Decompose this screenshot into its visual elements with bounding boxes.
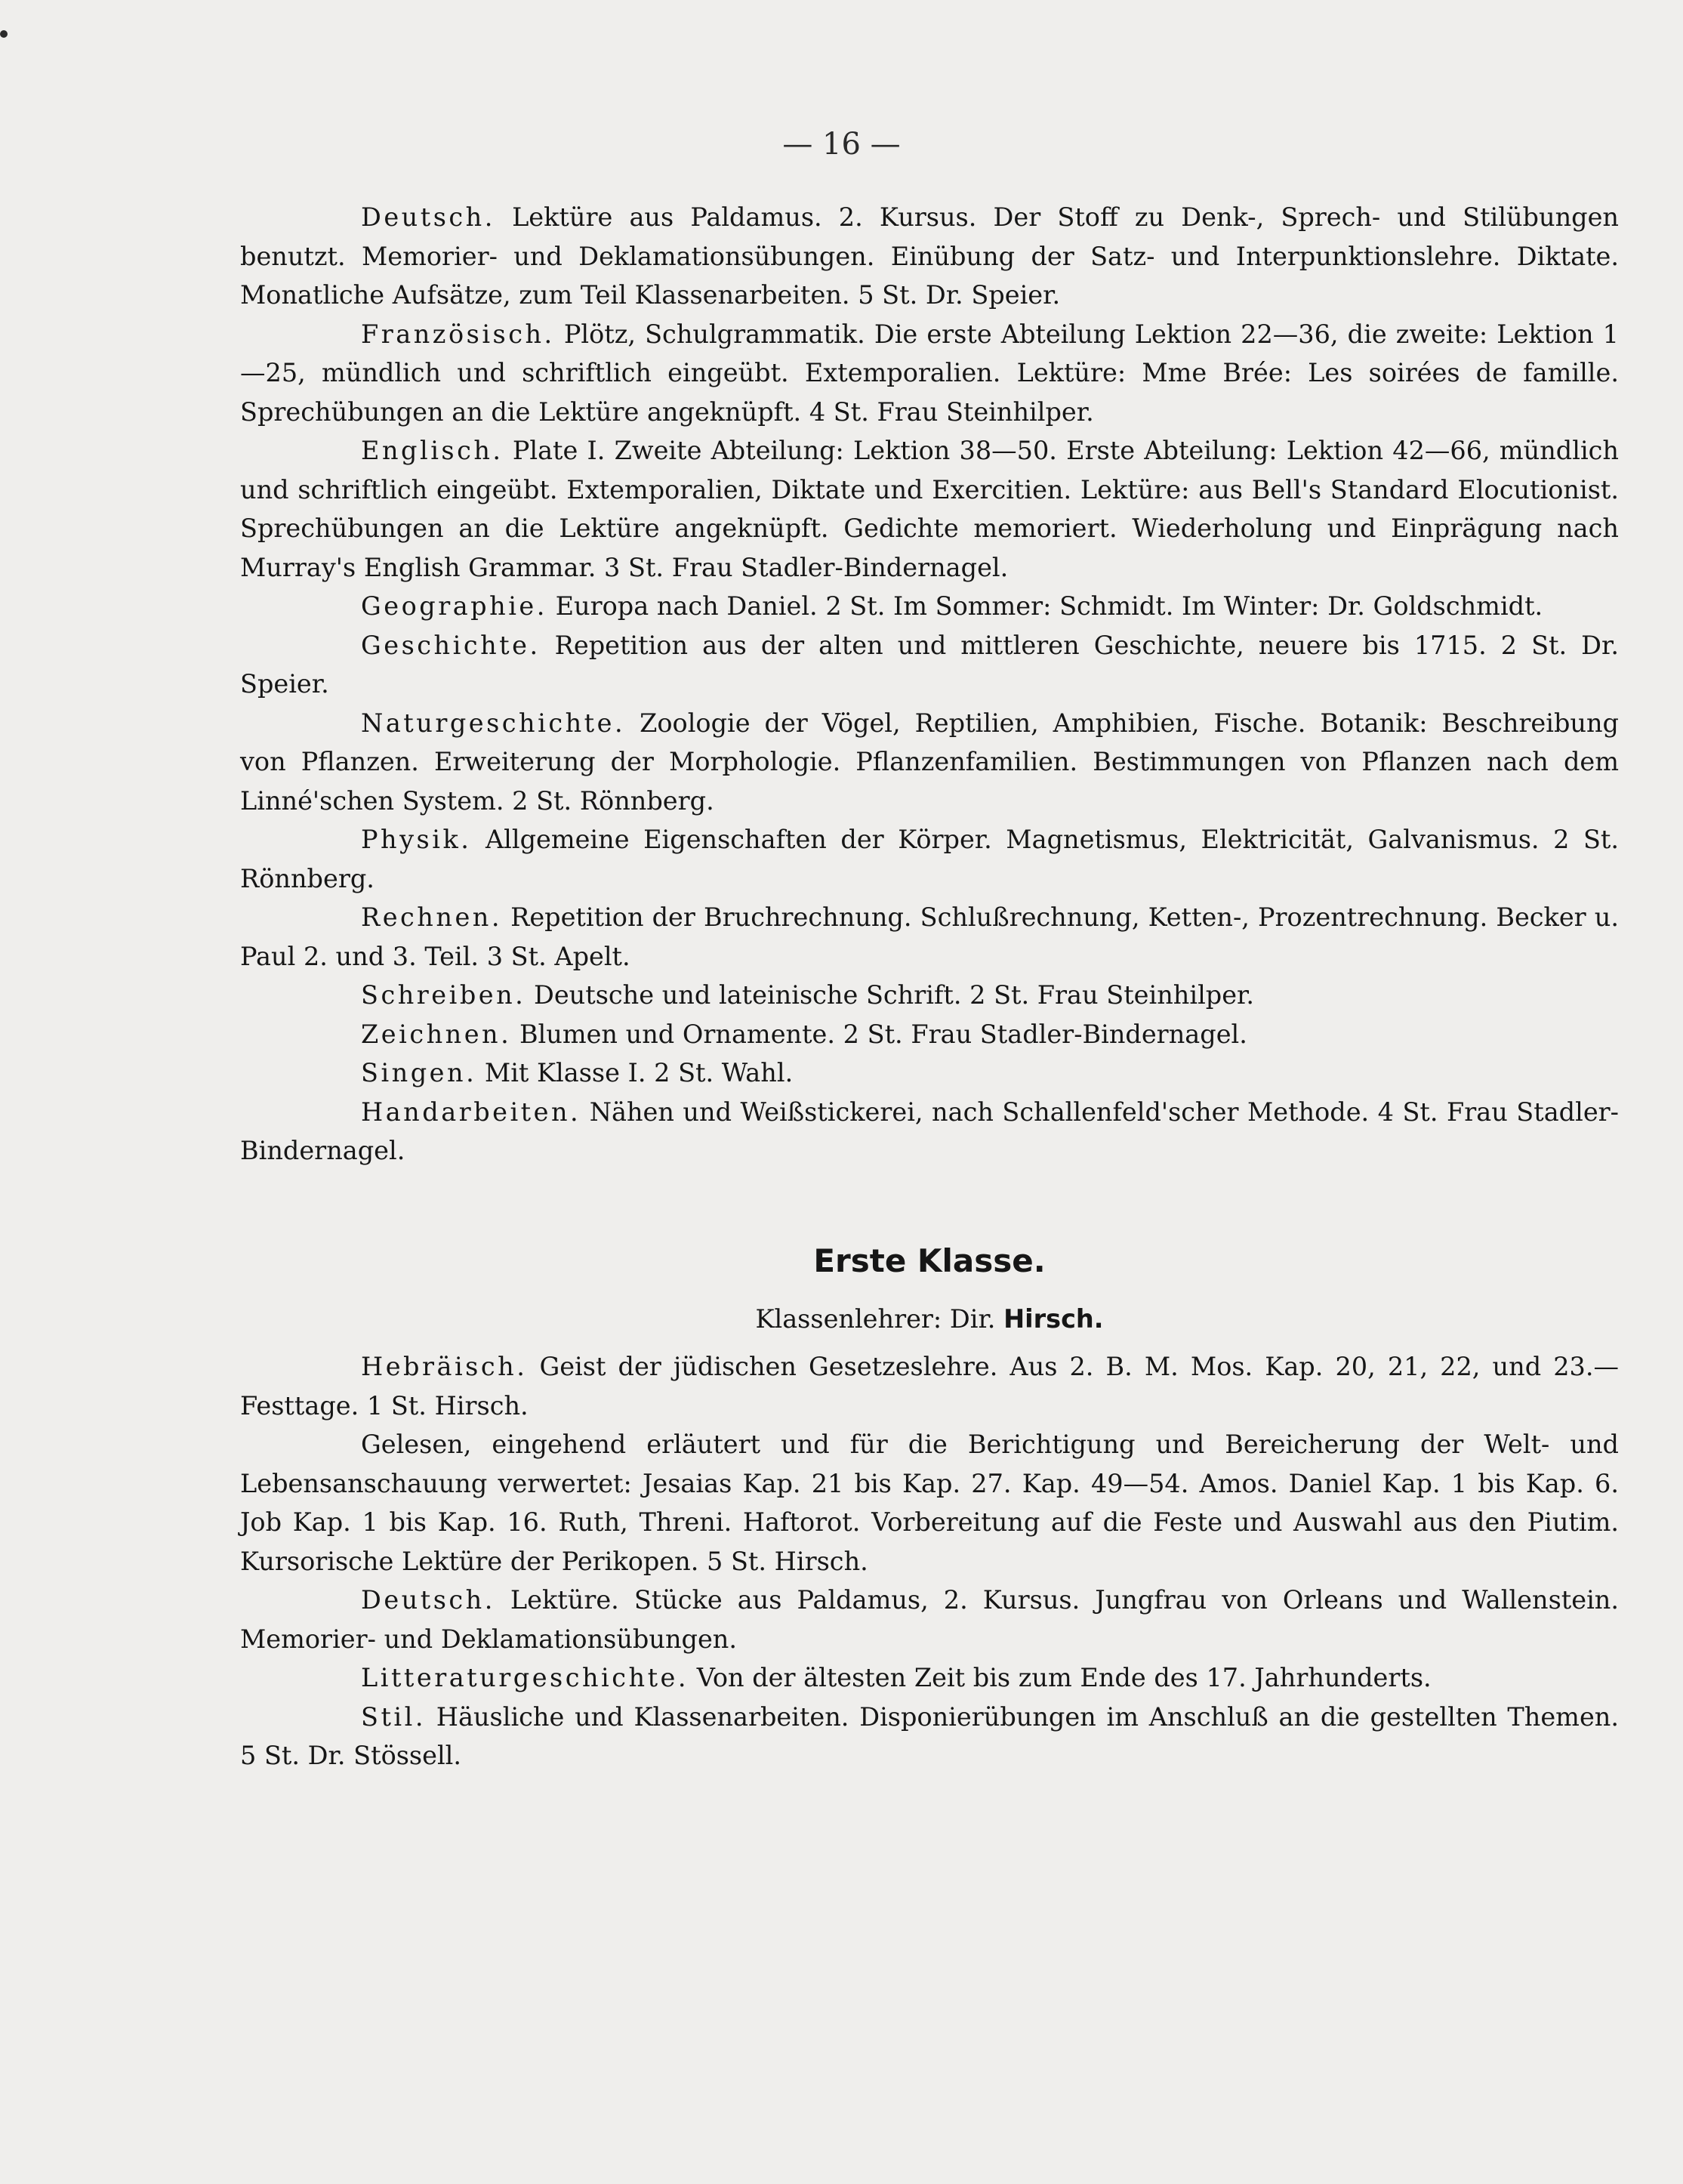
- subject-label: Geschichte.: [361, 630, 541, 660]
- subject-label: Stil.: [361, 1701, 426, 1732]
- paragraph-rechnen: [240, 898, 1619, 976]
- paragraph-geschichte: [240, 626, 1619, 704]
- paragraph-text: Repetition aus der alten und mittleren Geschichte, neuere bis 1715. 2 St. Dr. Speier.: [240, 630, 1620, 699]
- subject-label: Englisch.: [361, 436, 504, 465]
- paragraph-text: Mit Klasse I. 2 St. Wahl.: [484, 1058, 794, 1087]
- paragraph-deutsch-erste: [240, 1581, 1619, 1658]
- page-number: — 16 —: [782, 127, 901, 162]
- subject-label: Litteraturgeschichte.: [361, 1663, 689, 1692]
- subject-label: Hebräisch.: [361, 1352, 528, 1381]
- paragraph-text: Von der ältesten Zeit bis zum Ende des 17. Jahrhunderts.: [696, 1663, 1432, 1692]
- paragraph-text: Plate I. Zweite Abteilung: Lektion 38—50. Erste Abteilung: Lektion 42—66, mündlich und schriftlich eingeübt. Extemporalien, Diktate und Exercitien. Lektüre: aus Bell's Standard Elocutionist. Sprechübungen an die Lektüre angeknüpft. Gedichte memoriert. Wiederholung und Einprägung nach Murray's English Grammar. 3 St. Frau Stadler-Bindernagel.: [240, 436, 1619, 582]
- paragraph-stil: [240, 1698, 1619, 1775]
- paragraph-text: Lektüre. Stücke aus Paldamus, 2. Kursus. Jungfrau von Orleans und Wallenstein. Memorier- und Deklamationsübungen.: [240, 1585, 1620, 1654]
- paragraph-singen: [240, 1053, 1619, 1093]
- paragraph-text: Blumen und Ornamente. 2 St. Frau Stadler-Bindernagel.: [519, 1019, 1247, 1049]
- subject-label: Singen.: [361, 1058, 477, 1087]
- paragraph-zeichnen: [240, 1015, 1619, 1054]
- paragraph-text: Europa nach Daniel. 2 St. Im Sommer: Schmidt. Im Winter: Dr. Goldschmidt.: [555, 591, 1543, 621]
- paragraph-text: Lektüre aus Paldamus. 2. Kursus. Der Stoff zu Denk-, Sprech- und Stilübungen benutzt. Memorier- und Deklamationsübungen. Einübung der Satz- und Interpunktionslehre. Diktate. Monatliche Aufsätze, zum Teil Klassenarbeiten. 5 St. Dr. Speier.: [240, 202, 1619, 310]
- subject-label: Physik.: [361, 825, 472, 854]
- paragraph-text: Plötz, Schulgrammatik. Die erste Abteilung Lektion 22—36, die zweite: Lektion 1—25, mündlich und schriftlich eingeübt. Extemporalien. Lektüre: Mme Brée: Les soirées de famille. Sprechübungen an die Lektüre angeknüpft. 4 St. Frau Steinhilper.: [240, 319, 1619, 427]
- page-body: [240, 198, 1619, 1775]
- paragraph-text: Deutsche und lateinische Schrift. 2 St. Frau Steinhilper.: [534, 980, 1255, 1010]
- paragraph-englisch: [240, 431, 1619, 587]
- subject-label: Handarbeiten.: [361, 1097, 581, 1127]
- paragraph-schreiben: [240, 976, 1619, 1015]
- paragraph-text: Gelesen, eingehend erläutert und für die Berichtigung und Bereicherung der Welt- und Lebensanschauung verwertet: Jesaias Kap. 21 bis Kap. 27. Kap. 49—54. Amos. Daniel Kap. 1 bis Kap. 6. Job Kap. 1 bis Kap. 16. Ruth, Threni. Haftorot. Vorbereitung auf die Feste und Auswahl aus den Piutim. Kursorische Lektüre der Perikopen. 5 St. Hirsch.: [240, 1430, 1619, 1576]
- paragraph-text: Allgemeine Eigenschaften der Körper. Magnetismus, Elektricität, Galvanismus. 2 St. Rönnberg.: [240, 825, 1620, 893]
- paragraph-text: Häusliche und Klassenarbeiten. Disponierübungen im Anschluß an die gestellten Themen. 5 St. Dr. Stössell.: [240, 1701, 1619, 1770]
- subject-label: Zeichnen.: [361, 1019, 512, 1049]
- subject-label: Französisch.: [361, 319, 555, 349]
- subject-label: Geographie.: [361, 591, 547, 621]
- margin-mark: [0, 30, 8, 38]
- section-heading: Erste Klasse.: [813, 1242, 1046, 1279]
- class-teacher-name: Hirsch.: [1003, 1303, 1104, 1334]
- subject-label: Naturgeschichte.: [361, 708, 626, 738]
- paragraph-naturgeschichte: [240, 704, 1619, 821]
- paragraph-handarbeiten: [240, 1093, 1619, 1171]
- class-teacher-line: [240, 1300, 1619, 1339]
- paragraph-hebraeisch: [240, 1347, 1619, 1425]
- class-teacher-label: Klassenlehrer: Dir.: [755, 1303, 996, 1334]
- paragraph-deutsch: [240, 198, 1619, 315]
- paragraph-franzoesisch: [240, 315, 1619, 432]
- paragraph-text: Zoologie der Vögel, Reptilien, Amphibien, Fische. Botanik: Beschreibung von Pflanzen. Erweiterung der Morphologie. Pflanzenfamilien. Bestimmungen von Pflanzen nach dem Linné'schen System. 2 St. Rönnberg.: [240, 708, 1619, 816]
- paragraph-gelesen: [240, 1425, 1619, 1581]
- subject-label: Rechnen.: [361, 902, 503, 932]
- paragraph-geographie: [240, 587, 1619, 626]
- paragraph-text: Repetition der Bruchrechnung. Schlußrechnung, Ketten-, Prozentrechnung. Becker u. Paul 2. und 3. Teil. 3 St. Apelt.: [240, 902, 1619, 971]
- paragraph-text: Geist der jüdischen Gesetzeslehre. Aus 2. B. M. Mos. Kap. 20, 21, 22, und 23.— Festtage. 1 St. Hirsch.: [240, 1352, 1619, 1421]
- paragraph-litteraturgeschichte: [240, 1658, 1619, 1698]
- subject-label: Schreiben.: [361, 980, 526, 1010]
- paragraph-physik: [240, 820, 1619, 898]
- paragraph-text: Nähen und Weißstickerei, nach Schallenfeld'scher Methode. 4 St. Frau Stadler-Bindernagel.: [240, 1097, 1619, 1165]
- subject-label: Deutsch.: [361, 1585, 495, 1615]
- subject-label: Deutsch.: [361, 202, 495, 232]
